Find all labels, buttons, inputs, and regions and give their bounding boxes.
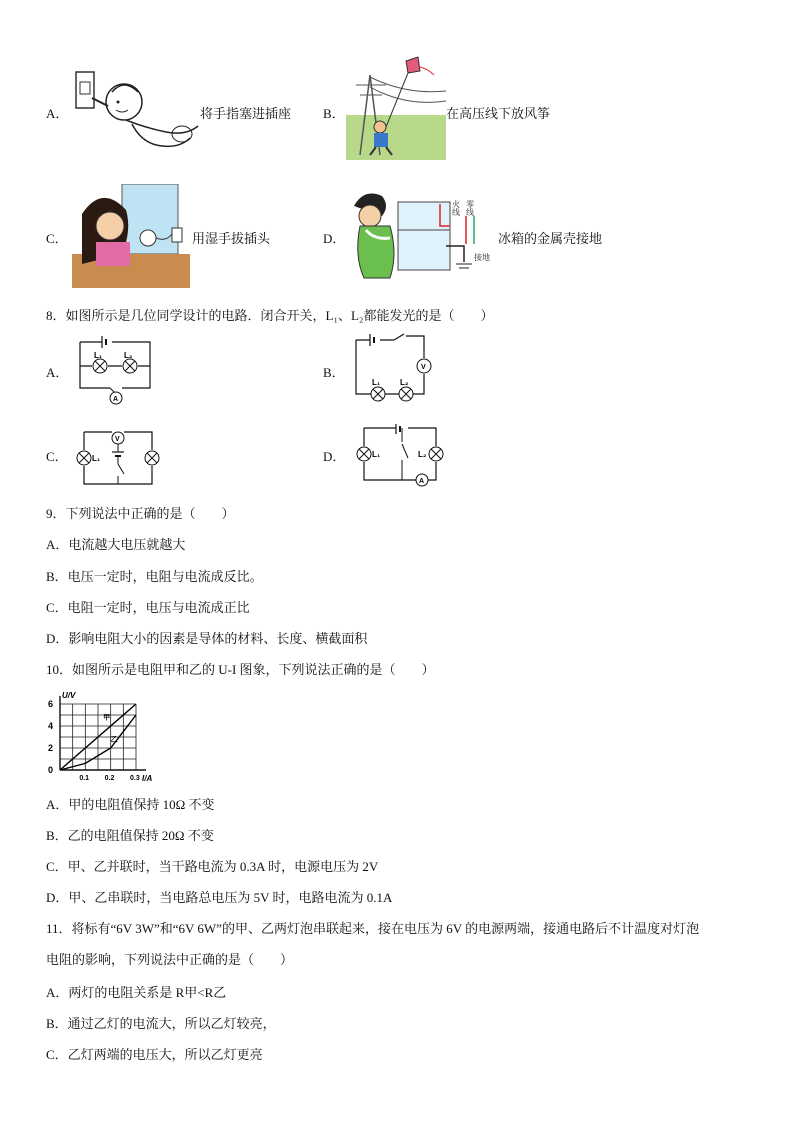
y-tick-label: 2 <box>48 743 54 753</box>
chart-y-axis-label: U/V <box>62 691 76 700</box>
q9-option-d: D．影响电阻大小的因素是导体的材料、长度、横截面积 <box>46 631 368 646</box>
fridge-neutral-wire-label: 零线 <box>465 200 475 216</box>
x-tick-label: 0.2 <box>104 775 115 782</box>
q7-option-b-text: 在高压线下放风筝 <box>446 106 551 121</box>
circuit-b <box>350 332 436 408</box>
q8-option-d: D． <box>323 449 346 464</box>
circuit-d-l2-label: L₂ <box>418 450 427 459</box>
q7-option-a-letter: A． <box>46 106 69 121</box>
q11-stem-line1: 11．将标有“6V 3W”和“6V 6W”的甲、乙两灯泡串联起来，接在电压为 6V 的电源两端，接通电路后不计温度对灯泡 <box>46 921 700 936</box>
q8-option-c: C． <box>46 449 68 464</box>
q11-option-a: A．两灯的电阻关系是 R甲<R乙 <box>46 985 227 1000</box>
y-tick-label: 0 <box>48 765 54 775</box>
child-socket-picture <box>72 66 202 156</box>
circuit-a-ammeter-label: A <box>113 396 119 403</box>
circuit-d-ammeter-label: A <box>419 478 425 485</box>
q7-option-c-text: 用湿手拔插头 <box>192 231 271 246</box>
series-label-jia: 甲 <box>103 714 111 722</box>
q7-option-d-text: 冰箱的金属壳接地 <box>498 231 603 246</box>
q7-option-b-letter: B． <box>323 106 345 121</box>
q7-option-d-letter: D． <box>323 231 346 246</box>
kite-power-line-picture <box>346 55 446 160</box>
x-tick-label: 0.1 <box>79 775 90 782</box>
circuit-a-l2-label: L₂ <box>124 351 133 360</box>
circuit-a <box>72 332 158 408</box>
q8-option-b: B． <box>323 365 345 380</box>
circuit-a-l1-label: L₁ <box>94 351 103 360</box>
q10-option-d: D．甲、乙串联时，当电路总电压为 5V 时，电路电流为 0.1A <box>46 890 393 905</box>
circuit-c <box>72 428 162 490</box>
wet-hands-plug-picture <box>72 184 190 288</box>
circuit-b-l2-label: L₂ <box>400 378 409 387</box>
q10-option-c: C．甲、乙并联时，当干路电流为 0.3A 时，电源电压为 2V <box>46 859 379 874</box>
series-label-yi: 乙 <box>110 736 118 744</box>
q7-option-c-letter: C． <box>46 231 68 246</box>
q9-option-c: C．电阻一定时，电压与电流成正比 <box>46 600 250 615</box>
q10-option-a: A．甲的电阻值保持 10Ω 不变 <box>46 797 215 812</box>
q10-option-b: B．乙的电阻值保持 20Ω 不变 <box>46 828 214 843</box>
q11-stem-line2: 电阻的影响，下列说法中正确的是（ ） <box>46 952 294 967</box>
u-i-graph <box>44 688 164 784</box>
y-tick-label: 4 <box>48 721 54 731</box>
q8-option-a: A． <box>46 365 69 380</box>
q11-option-c: C．乙灯两端的电压大，所以乙灯更亮 <box>46 1047 263 1062</box>
q11-option-b: B．通过乙灯的电流大，所以乙灯较亮， <box>46 1016 276 1031</box>
circuit-b-l1-label: L₁ <box>372 378 381 387</box>
fridge-grounding-picture <box>346 186 498 282</box>
fridge-live-wire-label: 火线 <box>451 200 461 216</box>
y-tick-label: 6 <box>48 699 54 709</box>
circuit-c-l1-label: L₁ <box>92 454 101 463</box>
circuit-b-voltmeter-label: V <box>421 364 426 371</box>
circuit-d <box>356 424 446 490</box>
q8-stem: 8．如图所示是几位同学设计的电路．闭合开关，L₁、L₂都能发光的是（ ） <box>46 308 494 323</box>
circuit-c-voltmeter-label: V <box>115 436 120 443</box>
q9-option-b: B．电压一定时，电阻与电流成反比。 <box>46 569 263 584</box>
chart-x-axis-label: I/A <box>142 774 153 783</box>
q10-stem: 10．如图所示是电阻甲和乙的 U-I 图象，下列说法正确的是（ ） <box>46 662 435 677</box>
x-tick-label: 0.3 <box>130 775 140 782</box>
q7-option-a-text: 将手指塞进插座 <box>200 106 292 121</box>
circuit-d-l1-label: L₁ <box>372 450 381 459</box>
q9-option-a: A．电流越大电压就越大 <box>46 537 186 552</box>
q9-stem: 9．下列说法中正确的是（ ） <box>46 506 235 521</box>
fridge-ground-label: 接地 <box>474 253 490 262</box>
